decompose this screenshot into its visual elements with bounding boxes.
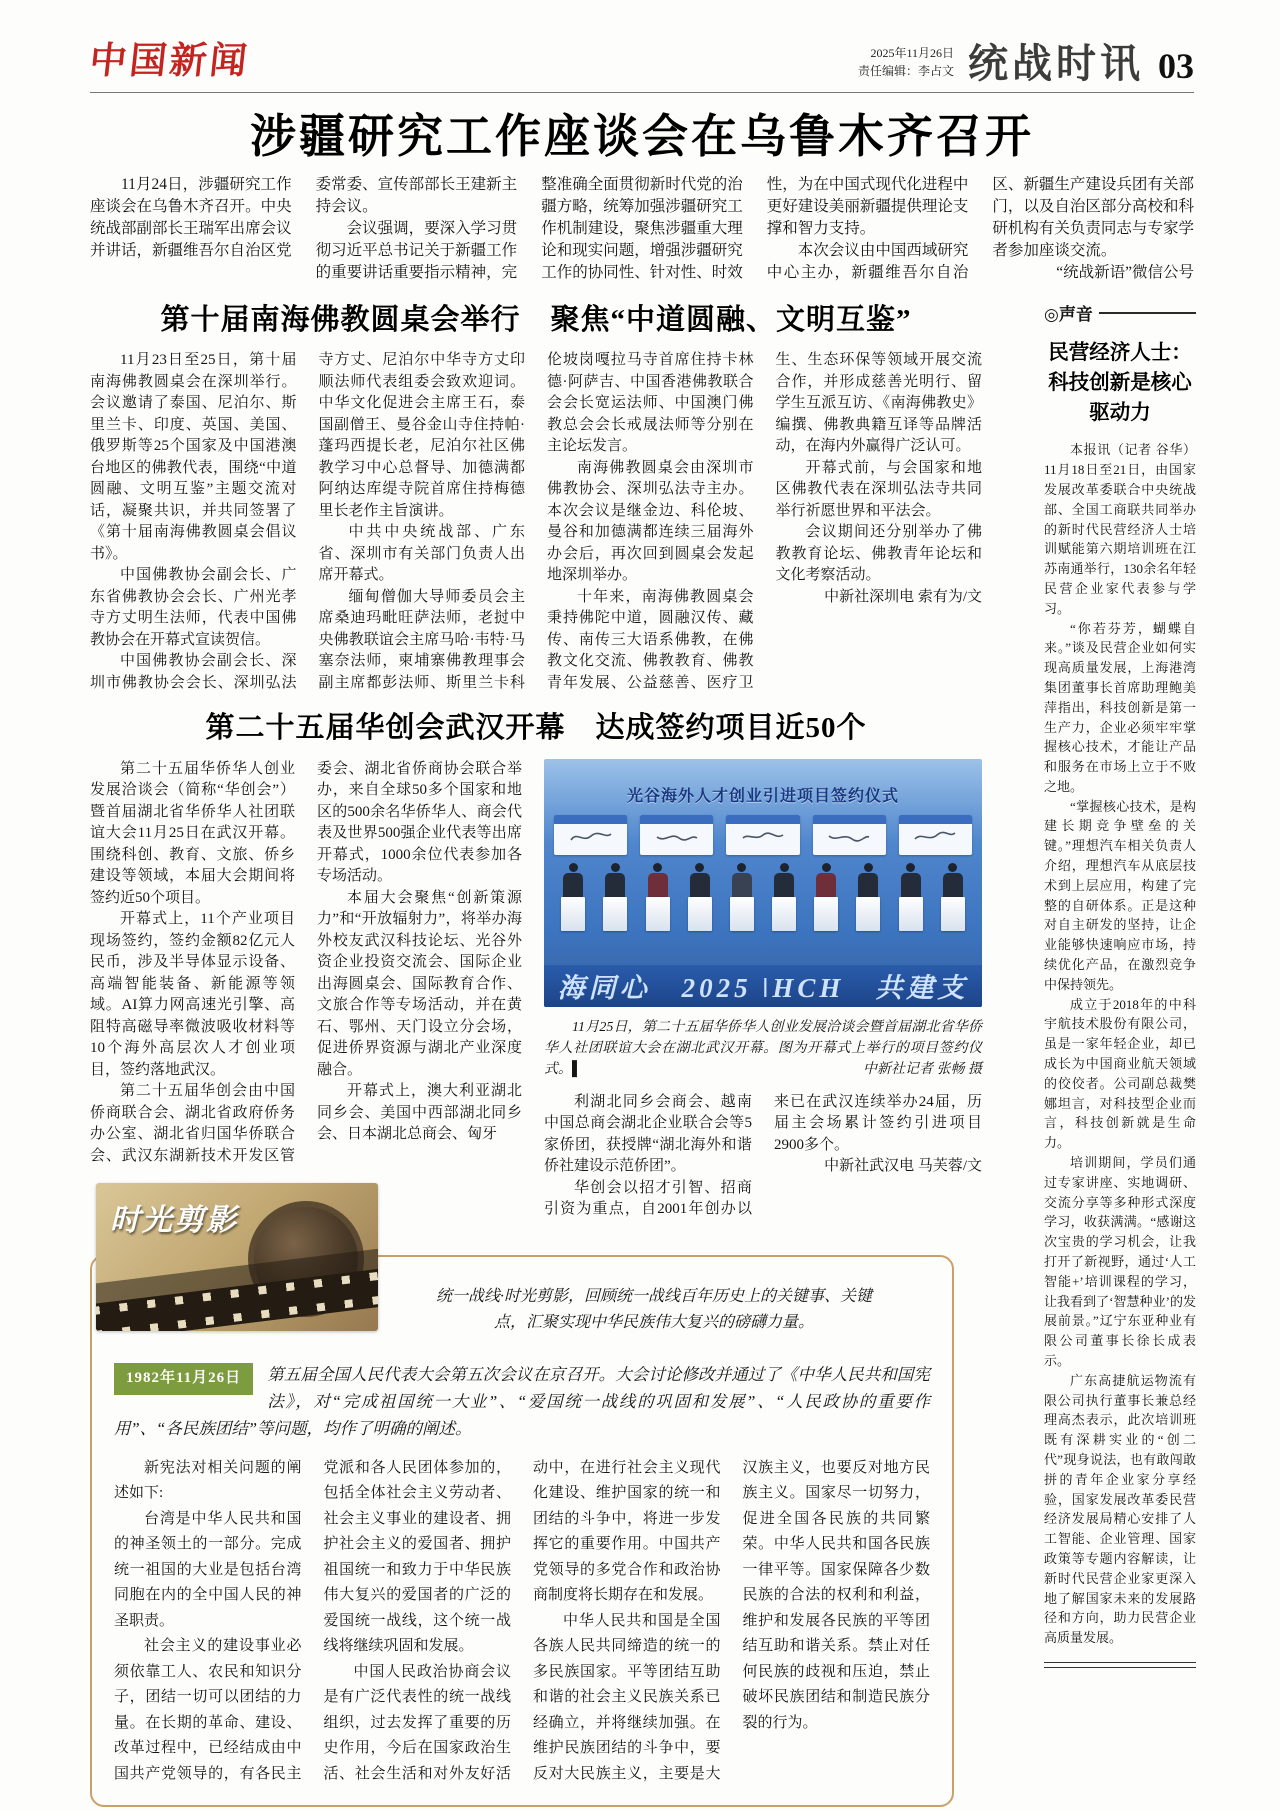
photo-person [645,863,671,931]
article3-below-photo-text [544,1092,982,1221]
article2-body [90,350,982,694]
paragraph: 开幕式上，澳大利亚湖北同乡会、美国中西部湖北同乡会、日本湖北总商会、匈牙 [317,1083,522,1143]
article-buddhist-roundtable [90,302,982,694]
memory-lead-text: 第五届全国人民代表大会第五次会议在京召开。大会讨论修改并通过了《中华人民共和国宪法》，对“完成祖国统一大业”、“爱国统一战线的巩固和发展”、“人民政协的重要作用”、“各民族团结”等问题，均作了明确的阐述。 [114,1364,930,1438]
photo-slogan-band: 海同心 2025 ǀHCH 共建支 [544,965,982,1007]
article1-headline: 涉疆研究工作座谈会在乌鲁木齐召开 [250,111,1034,162]
photo-person [813,863,839,931]
paragraph: 开幕式上，11个产业项目现场签约，签约金额82亿元人民币，涉及半导体显示设备、高端智能装备、新能源等领域。AI算力网高速光引擎、高阻特高磁导率微波吸收材料等10个海外高层次人才创业项目，签约落地武汉。 [90,911,295,1078]
memory-intro-text: 统一战线·时光剪影，回顾统一战线百年历史上的关键事、关键点，汇聚实现中华民族伟大复兴的磅礴力量。 [435,1287,872,1331]
signature-board [726,815,799,855]
article3-body [90,759,982,1221]
paragraph: 十年来，南海佛教圆桌会秉持佛陀中道，圆融汉传、藏传、南传三大语系佛教，在佛教文化交流、佛教教育、佛教青年发展、公益慈善、医疗卫生、生态环保等领域开展交流合作，并形成慈善光明行、留学生互派互访、《南海佛教史》编撰、佛教典籍互译等品牌活动，在海内外赢得广泛认可。 [547,352,982,691]
voice-kicker-text: ◎声音 [1044,305,1093,325]
article2-byline: 中新社深圳电 索有为/文 [824,588,982,605]
memory-lead [114,1361,930,1442]
signing-ceremony-photo [544,759,982,1007]
memory-logo-text: 时光剪影 [110,1203,238,1237]
article3-right [544,759,982,1221]
article3-headline: 第二十五届华创会武汉开幕 达成签约项目近50个 [205,712,867,745]
shiguang-jianying-image [96,1183,378,1331]
photo-person [729,863,755,931]
newspaper-logo: 中国新闻 [87,41,252,82]
film-strip-icon [96,1264,378,1331]
photo-people-row [544,863,982,931]
photo-caption-text: 11月25日，第二十五届华侨华人创业发展洽谈会暨首届湖北省华侨华人社团联谊大会在湖北武汉开幕。图为开幕式上举行的项目签约仪式。▌ [544,1019,982,1077]
paragraph: 第二十五届华创会由中国侨商联合会、湖北省政府侨务办公室、湖北省归国华侨联合会、武汉东湖新技术开发区管委会、湖北省侨商协会联合举办，来自全球50多个国家和地区的500余名华侨华人、商会代表及世界500强企业代表等出席开幕式，1000余位代表参加各专场活动。 [90,760,522,1164]
voice-title-line1: 民营经济人士： [1048,342,1192,365]
photo-person [771,863,797,931]
voice-kicker [1044,300,1196,325]
paragraph: 南海佛教圆桌会由深圳市佛教协会、深圳弘法寺主办。本次会议是继金边、科伦坡、曼谷和加德满都连续三届海外办会后，再次回到圆桌会发起地深圳举办。 [547,459,754,584]
masthead [87,26,1194,93]
paragraph: 开幕式前，与会国家和地区佛教代表在深圳弘法寺共同举行祈愿世界和平法会。 [775,459,982,519]
article3-left-text [90,759,522,1221]
photo-person [940,863,966,931]
paragraph: 台湾是中华人民共和国的神圣领土的一部分。完成统一祖国的大业是包括台湾同胞在内的全中国人民的神圣职责。 [114,1510,302,1629]
paragraph: 本报讯（记者 谷华）11月18日至21日，由国家发展改革委联合中央统战部、全国工商联共同举办的新时代民营经济人士培训赋能第六期培训班在江苏南通举行，130余名年轻民营企业家代表参与学习。 [1044,442,1196,616]
voice-title-line2: 科技创新是核心驱动力 [1048,371,1192,424]
article2-headline: 第十届南海佛教圆桌会举行 聚焦“中道圆融、文明互鉴” [160,304,912,337]
paragraph: 中国佛教协会副会长、深圳市佛教协会会长、深圳弘法寺方丈、尼泊尔中华寺方丈印顺法师代表组委会致欢迎词。中华文化促进会主席王石，泰国副僧王、曼谷金山寺住持帕·蓬玛西提长老，尼泊尔社区佛教学习中心总督导、加德满都阿纳达库缇寺院首席住持梅德里长老作主旨演讲。 [90,352,525,691]
signature-boards [554,815,972,855]
photo-banner-text: 光谷海外人才创业引进项目签约仪式 [626,787,899,805]
photo-person [602,863,628,931]
paragraph: “掌握核心技术，是构建长期竞争壁垒的关键。”理想汽车相关负责人介绍，理想汽车从底层技术到上层应用，构建了完整的自研体系。正是这种对自主研发的坚持，让企业能够快速响应市场，持续优化产品，在激烈竞争中保持领先。 [1044,798,1196,992]
voice-sidebar [1044,296,1196,1807]
masthead-meta [858,44,954,84]
masthead-right [857,41,1194,86]
paragraph: 利湖北同乡会商会、越南中国总商会湖北企业联合会等5家侨团，获授牌“湖北海外和谐侨社建设示范侨团”。 [544,1093,752,1175]
paragraph: 11月23日至25日，第十届南海佛教圆桌会在深圳举行。会议邀请了泰国、尼泊尔、斯里兰卡、印度、英国、美国、俄罗斯等25个国家及中国港澳台地区的佛教代表，围绕“中道圆融、文明互鉴”主题交流对话，凝聚共识，并共同签署了《第十届南海佛教圆桌会倡议书》。 [90,352,297,562]
editor-credit: 责任编辑：李占文 [857,64,954,79]
section-title: 统战时讯 [968,41,1144,86]
paragraph: 社会主义的建设事业必须依靠工人、农民和知识分子，团结一切可以团结的力量。在长期的革命、建设、改革过程中，已经结成由中国共产党领导的，有各民主党派和各人民团体参加的，包括全体社会主义劳动者、社会主义事业的建设者、拥护社会主义的爱国者、拥护祖国统一和致力于中华民族伟大复兴的爱国者的广泛的爱国统一战线，这个统一战线将继续巩固和发展。 [114,1459,511,1782]
paragraph: 11月24日，涉疆研究工作座谈会在乌鲁木齐召开。中央统战部副部长王瑞军出席会议并讲话，新疆维吾尔自治区党委常委、宣传部部长王建新主持会议。 [90,176,518,260]
paragraph: 本届大会聚焦“创新策源力”和“开放辐射力”，将举办海外校友武汉科技论坛、光谷外资企业投资交流会、国际企业出海圆桌会、国际教育合作、文旅合作等专场活动，并在黄石、鄂州、天门设立分会场，促进侨界资源与湖北产业深度融合。 [317,889,522,1078]
paragraph: “你若芬芳，蝴蝶自来。”谈及民营企业如何实现高质量发展，上海港湾集团董事长首席助理鲍美萍指出，科技创新是第一生产力，企业必须牢牢掌握核心技术，才能让产品和服务在市场上立于不败之地。 [1044,620,1196,794]
paragraph: 会议期间还分别举办了佛教教育论坛、佛教青年论坛和文化考察活动。 [775,524,982,584]
photo-caption [544,1017,982,1080]
article-xinjiang-symposium [90,109,1194,284]
memory-columns [114,1456,930,1788]
paragraph: 第二十五届华侨华人创业发展洽谈会（简称“华创会”）暨首届湖北省华侨华人社团联谊大会11月25日在武汉开幕。围绕科创、教育、文旅、侨乡建设等领域，本届大会期间将签约近50个项目。 [90,760,295,906]
photo-person [855,863,881,931]
photo-credit: 中新社记者 张畅 摄 [827,1059,982,1080]
paragraph: 中共中央统战部、广东省、深圳市有关部门负责人出席开幕式。 [318,524,525,584]
paragraph: 新宪法对相关问题的阐述如下: [114,1459,302,1502]
photo-person [898,863,924,931]
paragraph: 本次会议由中国西域研究中心主办，新疆维吾尔自治区、新疆生产建设兵团有关部门，以及自治区部分高校和科研机构有关负责同志与专家学者参加座谈交流。 [766,176,1194,282]
signature-board [554,815,627,855]
mid-region [90,296,1194,1807]
memory-box [90,1203,954,1808]
signature-board [640,815,713,855]
paragraph: 华创会以招才引智、招商引资为重点，自2001年创办以来已在武汉连续举办24届，历届主会场累计签约引进项目2900多个。 [544,1093,982,1218]
issue-date: 2025年11月26日 [870,45,954,60]
kicker-rule [1099,312,1196,314]
mid-left-column [90,296,982,1807]
page-number: 03 [1158,46,1194,86]
signature-board [813,815,886,855]
article1-byline: “统战新语”微信公号 [1056,264,1194,282]
paragraph: 培训期间，学员们通过专家讲座、实地调研、交流分享等多种形式深度学习，收获满满。“感谢这次宝贵的学习机会，让我打开了新视野，通过‘人工智能+’培训课程的学习，让我看到了‘智慧种业’的发展前景。”辽宁东亚种业有限公司董事长徐长成表示。 [1044,1155,1196,1368]
article-huachuanghui [90,710,982,1220]
paragraph: 会议强调，要深入学习贯彻习近平总书记关于新疆工作的重要讲话重要指示精神，完整准确全面贯彻新时代党的治疆方略，统筹加强涉疆研究工作机制建设，聚焦涉疆重大理论和现实问题，增强涉疆研究工作的协同性、针对性、时效性，为在中国式现代化进程中更好建设美丽新疆提供理论支撑和智力支持。 [315,176,969,282]
voice-title [1044,339,1196,428]
photo-person [560,863,586,931]
signature-board [899,815,972,855]
voice-body [1044,440,1196,1648]
paragraph: 中华人民共和国是全国各族人民共同缔造的统一的多民族国家。平等团结互助和谐的社会主义民族关系已经确立，并将继续加强。在维护民族团结的斗争中，要反对大民族主义，主要是大汉族主义，也要反对地方民族主义。国家尽一切努力，促进全国各民族的共同繁荣。中华人民共和国各民族一律平等。国家保障各少数民族的合法的权利和利益，维护和发展各民族的平等团结互助和谐关系。禁止对任何民族的歧视和压迫，禁止破坏民族团结和制造民族分裂的行为。 [533,1459,930,1782]
paragraph: 中国人民政治协商会议是有广泛代表性的统一战线组织，过去发挥了重要的历史作用，今后在国家政治生活、社会生活和对外友好活动中，在进行社会主义现代化建设、维护国家的统一和团结的斗争中，将进一步发挥它的重要作用。中国共产党领导的多党合作和政治协商制度将长期存在和发展。 [323,1459,721,1782]
sidebar-end-rule [1044,1662,1196,1668]
article3-byline: 中新社武汉电 马芙蓉/文 [824,1158,982,1175]
paragraph: 成立于2018年的中科宇航技术股份有限公司，虽是一家年轻企业，却已成长为中国商业航天领域的佼佼者。公司副总裁樊娜坦言，对科技型企业而言，科技创新就是生命力。 [1044,996,1196,1151]
paragraph: 广东高捷航运物流有限公司执行董事长兼总经理高杰表示，此次培训班既有深耕实业的“创二代”现身说法，也有敢闯敢拼的青年企业家分享经验，国家发展改革委民营经济发展局精心安排了人工智能、企业管理、国家政策等专题内容解读，让新时代民营企业家更深入地了解国家未来的发展路径和方向，助力民营企业高质量发展。 [1044,1372,1196,1646]
memory-intro [414,1273,894,1347]
photo-person [687,863,713,931]
article1-body [90,174,1194,284]
date-badge: 1982年11月26日 [114,1363,253,1395]
paragraph: 缅甸僧伽大导师委员会主席桑迪玛毗旺萨法师，老挝中央佛教联谊会主席马哈·韦特·马塞奈法师，柬埔寨佛教理事会副主席都彭法师、斯里兰卡科伦坡岗嘎拉马寺首席住持卡林德·阿萨吉、中国香港佛教联合会会长宽运法师、中国澳门佛教总会会长戒晟法师等分别在主论坛发言。 [318,352,754,691]
paragraph: 中国佛教协会副会长、广东省佛教协会会长、广州光孝寺方丈明生法师，代表中国佛教协会在开幕式宣读贺信。 [90,567,297,648]
